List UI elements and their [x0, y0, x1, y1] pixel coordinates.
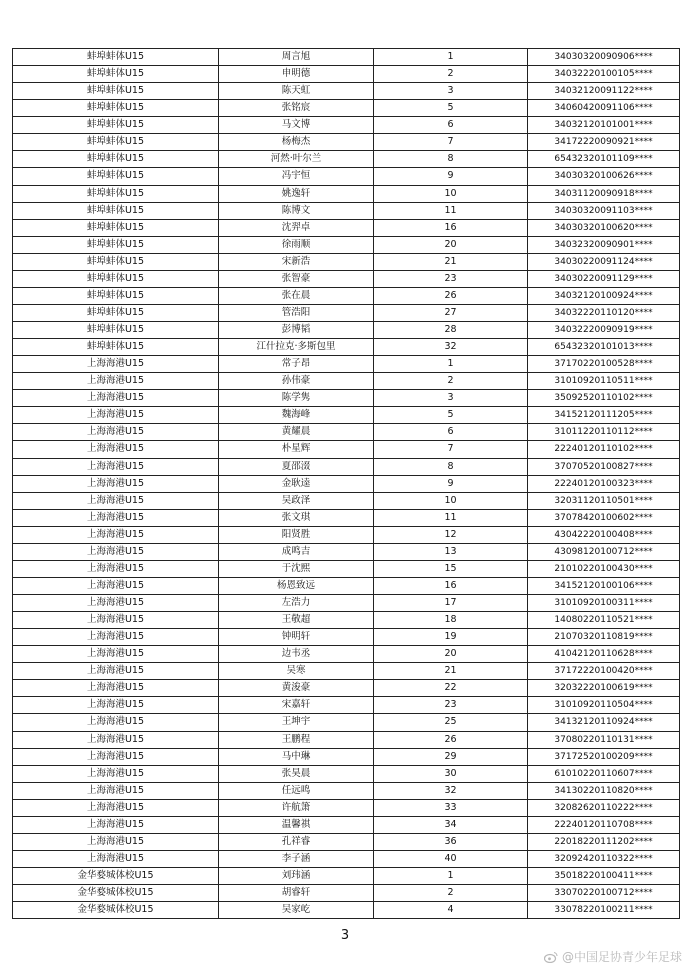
player-name-cell: 黄耀晨 [219, 424, 374, 441]
table-row [13, 441, 680, 458]
jersey-number-cell: 23 [374, 697, 528, 714]
id-number-cell: 34032220090919**** [528, 322, 680, 339]
player-name-cell: 张昊晨 [219, 765, 374, 782]
id-number-cell: 37070520100827**** [528, 458, 680, 475]
player-name-cell: 沈羿卓 [219, 219, 374, 236]
player-name-cell: 王敬超 [219, 612, 374, 629]
jersey-number-cell: 32 [374, 339, 528, 356]
table-row [13, 390, 680, 407]
id-number-cell: 34130220110820**** [528, 782, 680, 799]
jersey-number-cell: 18 [374, 612, 528, 629]
table-row [13, 424, 680, 441]
player-name-cell: 陈博文 [219, 202, 374, 219]
table-row [13, 885, 680, 902]
player-name-cell: 成鸣吉 [219, 543, 374, 560]
id-number-cell: 34152120100106**** [528, 577, 680, 594]
jersey-number-cell: 12 [374, 526, 528, 543]
weibo-watermark [544, 948, 682, 965]
roster-body [13, 49, 680, 919]
jersey-number-cell: 1 [374, 356, 528, 373]
team-cell: 上海海港U15 [13, 612, 219, 629]
table-row [13, 219, 680, 236]
id-number-cell: 21070320110819**** [528, 629, 680, 646]
team-cell: 蚌埠蚌体U15 [13, 117, 219, 134]
table-row [13, 868, 680, 885]
id-number-cell: 21010220100430**** [528, 560, 680, 577]
table-row [13, 253, 680, 270]
team-cell: 蚌埠蚌体U15 [13, 304, 219, 321]
player-name-cell: 宋嘉轩 [219, 697, 374, 714]
team-cell: 蚌埠蚌体U15 [13, 270, 219, 287]
table-row [13, 151, 680, 168]
table-row [13, 287, 680, 304]
team-cell: 上海海港U15 [13, 595, 219, 612]
table-row [13, 373, 680, 390]
table-row [13, 765, 680, 782]
jersey-number-cell: 2 [374, 373, 528, 390]
team-cell: 上海海港U15 [13, 475, 219, 492]
jersey-number-cell: 21 [374, 663, 528, 680]
jersey-number-cell: 9 [374, 475, 528, 492]
table-row [13, 202, 680, 219]
player-name-cell: 冯宇恒 [219, 168, 374, 185]
team-cell: 上海海港U15 [13, 407, 219, 424]
id-number-cell: 22240120100323**** [528, 475, 680, 492]
jersey-number-cell: 6 [374, 424, 528, 441]
id-number-cell: 43098120100712**** [528, 543, 680, 560]
id-number-cell: 34032120091122**** [528, 83, 680, 100]
jersey-number-cell: 1 [374, 49, 528, 66]
id-number-cell: 34032120100924**** [528, 287, 680, 304]
id-number-cell: 31011220110112**** [528, 424, 680, 441]
id-number-cell: 34030320100620**** [528, 219, 680, 236]
team-cell: 蚌埠蚌体U15 [13, 185, 219, 202]
jersey-number-cell: 2 [374, 885, 528, 902]
team-cell: 蚌埠蚌体U15 [13, 83, 219, 100]
table-row [13, 168, 680, 185]
jersey-number-cell: 20 [374, 236, 528, 253]
table-row [13, 356, 680, 373]
team-cell: 上海海港U15 [13, 526, 219, 543]
jersey-number-cell: 16 [374, 219, 528, 236]
team-cell: 上海海港U15 [13, 424, 219, 441]
jersey-number-cell: 11 [374, 509, 528, 526]
jersey-number-cell: 17 [374, 595, 528, 612]
team-cell: 金华婺城体校U15 [13, 868, 219, 885]
table-row [13, 697, 680, 714]
team-cell: 上海海港U15 [13, 765, 219, 782]
id-number-cell: 33078220100211**** [528, 902, 680, 919]
id-number-cell: 65432320101013**** [528, 339, 680, 356]
team-cell: 蚌埠蚌体U15 [13, 339, 219, 356]
table-row [13, 731, 680, 748]
id-number-cell: 32032220100619**** [528, 680, 680, 697]
player-name-cell: 常子昂 [219, 356, 374, 373]
table-row [13, 304, 680, 321]
id-number-cell: 41042120110628**** [528, 646, 680, 663]
team-cell: 蚌埠蚌体U15 [13, 322, 219, 339]
table-row [13, 475, 680, 492]
team-cell: 蚌埠蚌体U15 [13, 168, 219, 185]
id-number-cell: 32092420110322**** [528, 850, 680, 867]
player-name-cell: 张智豪 [219, 270, 374, 287]
jersey-number-cell: 7 [374, 134, 528, 151]
player-name-cell: 姚逸轩 [219, 185, 374, 202]
jersey-number-cell: 26 [374, 731, 528, 748]
jersey-number-cell: 20 [374, 646, 528, 663]
id-number-cell: 14080220110521**** [528, 612, 680, 629]
team-cell: 上海海港U15 [13, 629, 219, 646]
id-number-cell: 34030220091124**** [528, 253, 680, 270]
table-row [13, 612, 680, 629]
id-number-cell: 37170220100528**** [528, 356, 680, 373]
id-number-cell: 34172220090921**** [528, 134, 680, 151]
player-name-cell: 钟明轩 [219, 629, 374, 646]
player-name-cell: 任远鸣 [219, 782, 374, 799]
player-name-cell: 陈天虹 [219, 83, 374, 100]
table-row [13, 833, 680, 850]
player-name-cell: 张铭宸 [219, 100, 374, 117]
team-cell: 上海海港U15 [13, 390, 219, 407]
id-number-cell: 35092520110102**** [528, 390, 680, 407]
jersey-number-cell: 9 [374, 168, 528, 185]
jersey-number-cell: 4 [374, 902, 528, 919]
team-cell: 金华婺城体校U15 [13, 885, 219, 902]
team-cell: 上海海港U15 [13, 509, 219, 526]
player-name-cell: 温馨祺 [219, 816, 374, 833]
player-name-cell: 吴寒 [219, 663, 374, 680]
player-name-cell: 河然·叶尔兰 [219, 151, 374, 168]
table-row [13, 816, 680, 833]
table-row [13, 646, 680, 663]
player-name-cell: 张在晨 [219, 287, 374, 304]
id-number-cell: 37172520100209**** [528, 748, 680, 765]
id-number-cell: 34030320100626**** [528, 168, 680, 185]
team-cell: 蚌埠蚌体U15 [13, 134, 219, 151]
table-row [13, 339, 680, 356]
table-row [13, 83, 680, 100]
jersey-number-cell: 5 [374, 100, 528, 117]
player-name-cell: 徐雨顺 [219, 236, 374, 253]
team-cell: 上海海港U15 [13, 731, 219, 748]
id-number-cell: 34030220091129**** [528, 270, 680, 287]
jersey-number-cell: 3 [374, 83, 528, 100]
table-row [13, 100, 680, 117]
jersey-number-cell: 30 [374, 765, 528, 782]
player-name-cell: 陈学隽 [219, 390, 374, 407]
id-number-cell: 34152120111205**** [528, 407, 680, 424]
table-row [13, 236, 680, 253]
table-row [13, 629, 680, 646]
jersey-number-cell: 15 [374, 560, 528, 577]
jersey-number-cell: 5 [374, 407, 528, 424]
id-number-cell: 34032120101001**** [528, 117, 680, 134]
player-name-cell: 左浩力 [219, 595, 374, 612]
id-number-cell: 35018220100411**** [528, 868, 680, 885]
player-name-cell: 胡睿轩 [219, 885, 374, 902]
table-row [13, 663, 680, 680]
jersey-number-cell: 29 [374, 748, 528, 765]
team-cell: 上海海港U15 [13, 799, 219, 816]
jersey-number-cell: 33 [374, 799, 528, 816]
player-name-cell: 于沈熙 [219, 560, 374, 577]
id-number-cell: 32082620110222**** [528, 799, 680, 816]
id-number-cell: 31010920100311**** [528, 595, 680, 612]
player-name-cell: 江什拉克·多斯包里 [219, 339, 374, 356]
id-number-cell: 65432320101109**** [528, 151, 680, 168]
jersey-number-cell: 8 [374, 151, 528, 168]
jersey-number-cell: 27 [374, 304, 528, 321]
jersey-number-cell: 10 [374, 185, 528, 202]
table-row [13, 748, 680, 765]
id-number-cell: 22240120110102**** [528, 441, 680, 458]
table-row [13, 799, 680, 816]
table-row [13, 492, 680, 509]
table-row [13, 509, 680, 526]
jersey-number-cell: 1 [374, 868, 528, 885]
jersey-number-cell: 3 [374, 390, 528, 407]
team-cell: 上海海港U15 [13, 577, 219, 594]
team-cell: 蚌埠蚌体U15 [13, 287, 219, 304]
id-number-cell: 22018220111202**** [528, 833, 680, 850]
table-row [13, 850, 680, 867]
player-name-cell: 申明德 [219, 66, 374, 83]
id-number-cell: 31010920110504**** [528, 697, 680, 714]
id-number-cell: 43042220100408**** [528, 526, 680, 543]
team-cell: 蚌埠蚌体U15 [13, 253, 219, 270]
table-row [13, 782, 680, 799]
player-name-cell: 管浩阳 [219, 304, 374, 321]
player-name-cell: 杨梅杰 [219, 134, 374, 151]
team-cell: 蚌埠蚌体U15 [13, 66, 219, 83]
team-cell: 上海海港U15 [13, 441, 219, 458]
table-row [13, 185, 680, 202]
jersey-number-cell: 40 [374, 850, 528, 867]
id-number-cell: 37172220100420**** [528, 663, 680, 680]
weibo-icon [544, 951, 558, 963]
jersey-number-cell: 19 [374, 629, 528, 646]
table-row [13, 680, 680, 697]
player-name-cell: 许航箫 [219, 799, 374, 816]
page-number: 3 [340, 928, 350, 943]
jersey-number-cell: 10 [374, 492, 528, 509]
jersey-number-cell: 2 [374, 66, 528, 83]
team-cell: 蚌埠蚌体U15 [13, 236, 219, 253]
team-cell: 上海海港U15 [13, 492, 219, 509]
table-row [13, 66, 680, 83]
player-name-cell: 边韦丞 [219, 646, 374, 663]
jersey-number-cell: 28 [374, 322, 528, 339]
id-number-cell: 37078420100602**** [528, 509, 680, 526]
team-cell: 上海海港U15 [13, 458, 219, 475]
table-row [13, 270, 680, 287]
team-cell: 上海海港U15 [13, 833, 219, 850]
id-number-cell: 34032220100105**** [528, 66, 680, 83]
jersey-number-cell: 36 [374, 833, 528, 850]
player-name-cell: 吴家屹 [219, 902, 374, 919]
team-cell: 上海海港U15 [13, 356, 219, 373]
player-name-cell: 孙伟豪 [219, 373, 374, 390]
table-row [13, 595, 680, 612]
player-name-cell: 阳贤胜 [219, 526, 374, 543]
jersey-number-cell: 7 [374, 441, 528, 458]
team-cell: 蚌埠蚌体U15 [13, 100, 219, 117]
player-name-cell: 李子涵 [219, 850, 374, 867]
jersey-number-cell: 21 [374, 253, 528, 270]
player-name-cell: 宋新浩 [219, 253, 374, 270]
table-row [13, 543, 680, 560]
table-row [13, 577, 680, 594]
team-cell: 上海海港U15 [13, 646, 219, 663]
player-roster-table [12, 48, 680, 919]
id-number-cell: 34032320090901**** [528, 236, 680, 253]
team-cell: 金华婺城体校U15 [13, 902, 219, 919]
player-name-cell: 马文博 [219, 117, 374, 134]
team-cell: 上海海港U15 [13, 816, 219, 833]
team-cell: 上海海港U15 [13, 748, 219, 765]
player-name-cell: 杨恩致远 [219, 577, 374, 594]
team-cell: 上海海港U15 [13, 543, 219, 560]
jersey-number-cell: 6 [374, 117, 528, 134]
player-name-cell: 夏邵涰 [219, 458, 374, 475]
jersey-number-cell: 11 [374, 202, 528, 219]
player-name-cell: 黄浚豪 [219, 680, 374, 697]
player-name-cell: 张文琪 [219, 509, 374, 526]
player-name-cell: 刘玮涵 [219, 868, 374, 885]
jersey-number-cell: 32 [374, 782, 528, 799]
table-row [13, 134, 680, 151]
table-row [13, 526, 680, 543]
team-cell: 上海海港U15 [13, 663, 219, 680]
player-name-cell: 彭博韬 [219, 322, 374, 339]
jersey-number-cell: 16 [374, 577, 528, 594]
table-row [13, 902, 680, 919]
id-number-cell: 37080220110131**** [528, 731, 680, 748]
jersey-number-cell: 26 [374, 287, 528, 304]
player-name-cell: 吴政泽 [219, 492, 374, 509]
team-cell: 上海海港U15 [13, 697, 219, 714]
jersey-number-cell: 8 [374, 458, 528, 475]
jersey-number-cell: 22 [374, 680, 528, 697]
player-name-cell: 周言旭 [219, 49, 374, 66]
team-cell: 蚌埠蚌体U15 [13, 202, 219, 219]
player-name-cell: 孔祥睿 [219, 833, 374, 850]
team-cell: 蚌埠蚌体U15 [13, 219, 219, 236]
jersey-number-cell: 23 [374, 270, 528, 287]
table-row [13, 458, 680, 475]
team-cell: 蚌埠蚌体U15 [13, 151, 219, 168]
id-number-cell: 34032220110120**** [528, 304, 680, 321]
jersey-number-cell: 25 [374, 714, 528, 731]
id-number-cell: 22240120110708**** [528, 816, 680, 833]
id-number-cell: 31010920110511**** [528, 373, 680, 390]
id-number-cell: 61010220110607**** [528, 765, 680, 782]
id-number-cell: 33070220100712**** [528, 885, 680, 902]
team-cell: 上海海港U15 [13, 373, 219, 390]
id-number-cell: 34030320091103**** [528, 202, 680, 219]
team-cell: 上海海港U15 [13, 782, 219, 799]
table-row [13, 714, 680, 731]
player-name-cell: 金耿逵 [219, 475, 374, 492]
jersey-number-cell: 13 [374, 543, 528, 560]
player-name-cell: 朴星辉 [219, 441, 374, 458]
team-cell: 上海海港U15 [13, 680, 219, 697]
id-number-cell: 34060420091106**** [528, 100, 680, 117]
team-cell: 上海海港U15 [13, 850, 219, 867]
id-number-cell: 34030320090906**** [528, 49, 680, 66]
id-number-cell: 34031120090918**** [528, 185, 680, 202]
player-name-cell: 魏海峰 [219, 407, 374, 424]
table-row [13, 322, 680, 339]
table-row [13, 117, 680, 134]
table-row [13, 407, 680, 424]
player-name-cell: 马中琳 [219, 748, 374, 765]
team-cell: 上海海港U15 [13, 714, 219, 731]
table-row [13, 560, 680, 577]
team-cell: 上海海港U15 [13, 560, 219, 577]
player-name-cell: 王鹏程 [219, 731, 374, 748]
table-row [13, 49, 680, 66]
team-cell: 蚌埠蚌体U15 [13, 49, 219, 66]
id-number-cell: 34132120110924**** [528, 714, 680, 731]
id-number-cell: 32031120110501**** [528, 492, 680, 509]
watermark-text: @中国足协青少年足球 [561, 950, 682, 964]
jersey-number-cell: 34 [374, 816, 528, 833]
player-name-cell: 王坤宇 [219, 714, 374, 731]
